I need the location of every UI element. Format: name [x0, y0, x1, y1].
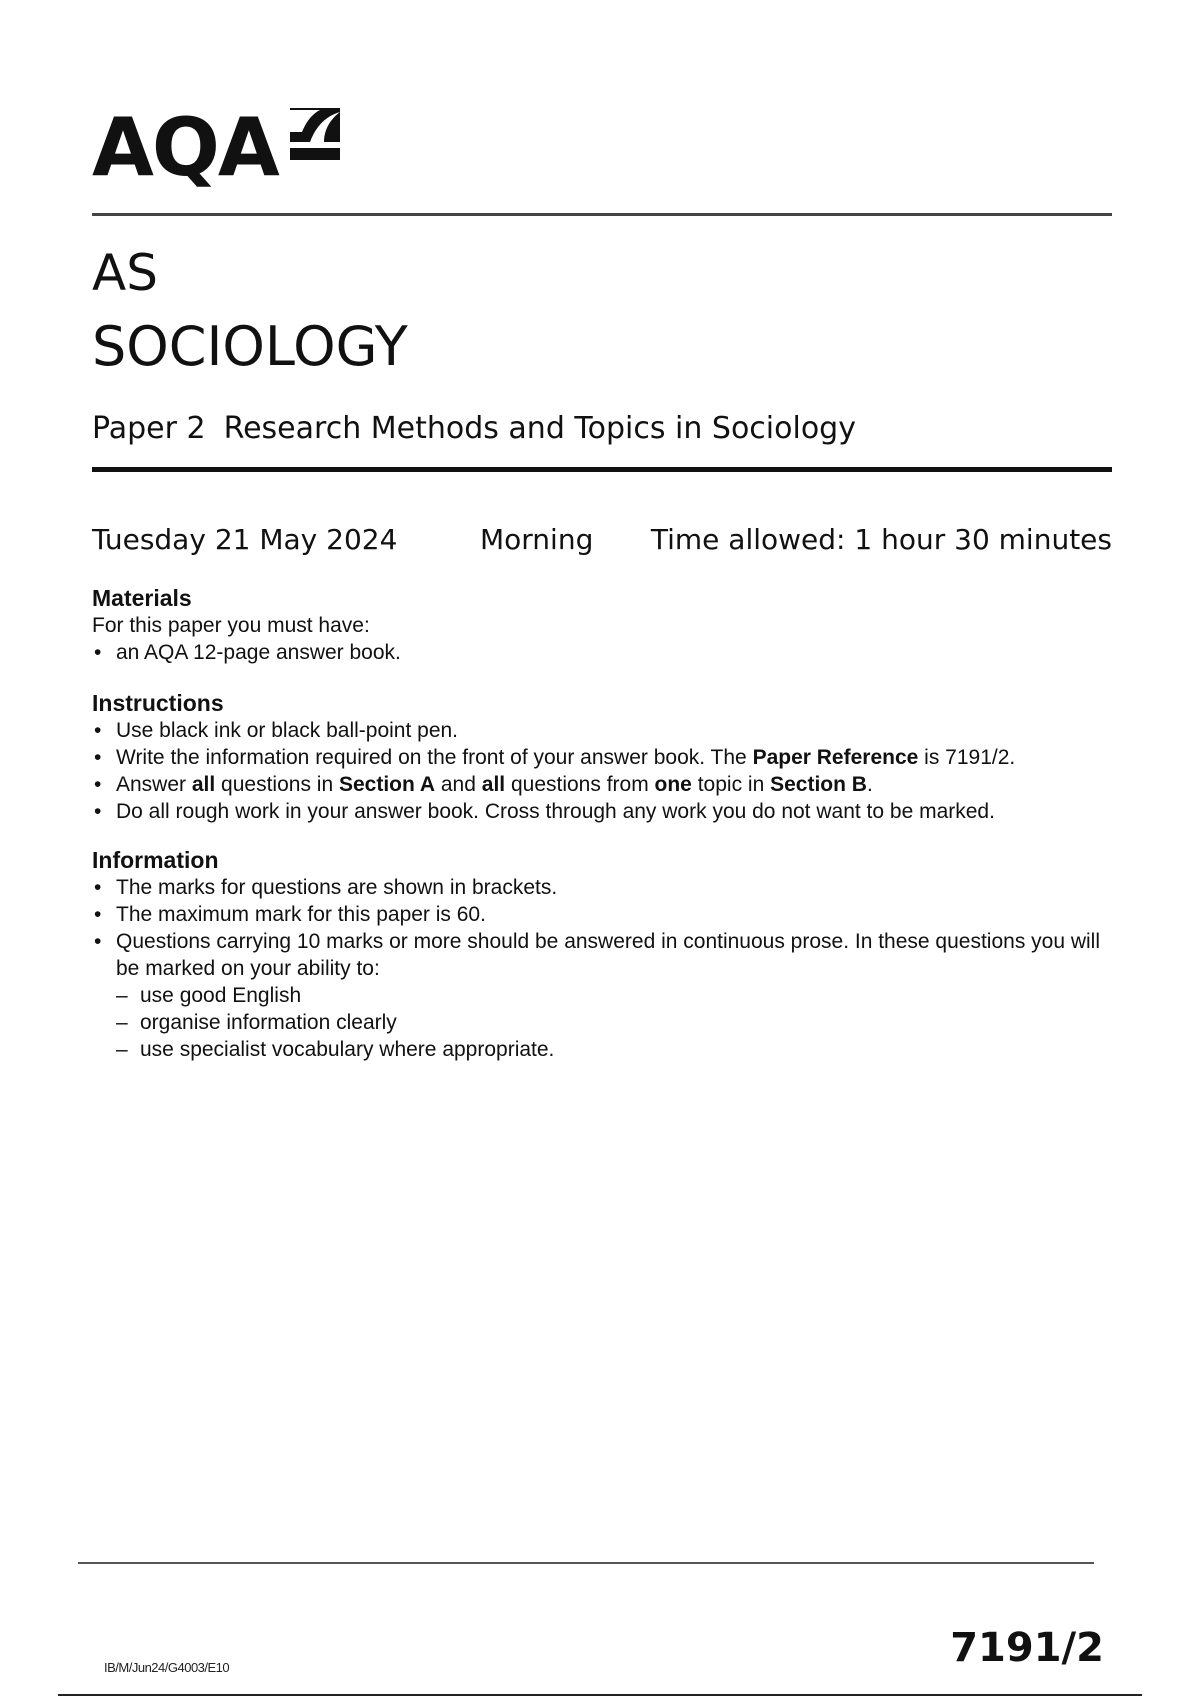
information-sub-item: – use specialist vocabulary where appropriate.	[116, 1036, 1132, 1063]
bottom-border	[58, 1694, 1142, 1696]
instruction-item: • Answer all questions in Section A and all questions from one topic in Section B.	[92, 771, 1132, 798]
information-section	[92, 847, 1132, 1063]
qualification-level: AS	[92, 244, 158, 302]
instruction-item: • Do all rough work in your answer book. Cross through any work you do not want to be marked.	[92, 798, 1132, 825]
information-item: • The maximum mark for this paper is 60.	[92, 901, 1132, 928]
aqa-leaf-icon	[286, 104, 344, 164]
materials-heading: Materials	[92, 585, 192, 611]
instruction-item: • Use black ink or black ball-point pen.	[92, 717, 1132, 744]
exam-date: Tuesday 21 May 2024	[92, 523, 398, 556]
document-reference: IB/M/Jun24/G4003/E10	[104, 1660, 230, 1675]
paper-number: Paper 2	[92, 411, 206, 446]
logo-text: AQA	[92, 101, 278, 194]
paper-code: 7191/2	[950, 1625, 1104, 1671]
information-sub-item: – organise information clearly	[116, 1009, 1132, 1036]
aqa-logo	[92, 101, 344, 194]
instructions-heading: Instructions	[92, 690, 224, 716]
instructions-section	[92, 690, 1132, 825]
header-divider	[92, 213, 1112, 216]
time-allowed: Time allowed: 1 hour 30 minutes	[650, 523, 1112, 556]
paper-name: Research Methods and Topics in Sociology	[223, 411, 856, 446]
information-heading: Information	[92, 847, 219, 873]
materials-item: • an AQA 12-page answer book.	[92, 639, 1132, 666]
instruction-item: • Write the information required on the front of your answer book. The Paper Reference is 7191/2.	[92, 744, 1132, 771]
materials-intro: For this paper you must have:	[92, 614, 370, 637]
subject-title: SOCIOLOGY	[92, 315, 408, 378]
information-sub-item: – use good English	[116, 982, 1132, 1009]
information-item: • The marks for questions are shown in brackets.	[92, 874, 1132, 901]
paper-title	[92, 411, 856, 446]
title-divider	[92, 467, 1112, 472]
footer-divider	[78, 1562, 1094, 1564]
materials-section	[92, 585, 1132, 666]
exam-session: Morning	[480, 523, 594, 556]
information-item: • Questions carrying 10 marks or more should be answered in continuous prose. In these questions you will be marked on your ability to:	[92, 928, 1106, 982]
